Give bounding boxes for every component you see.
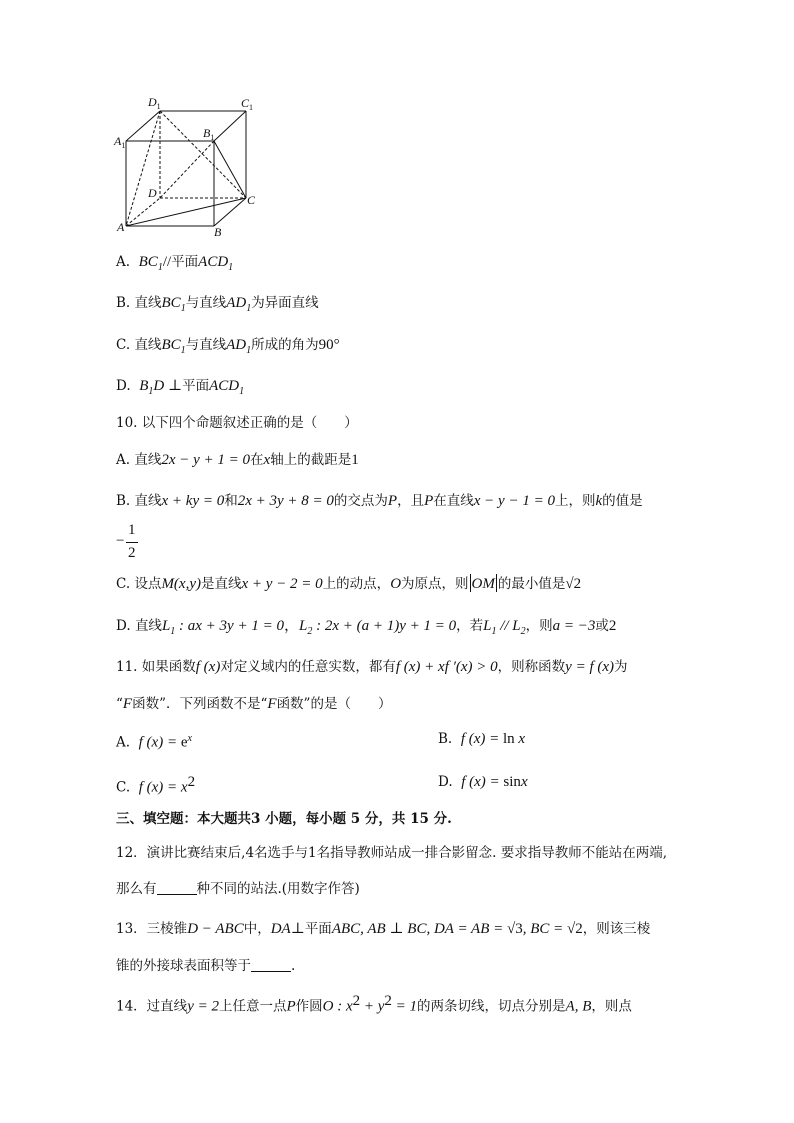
cube-figure (0, 0, 794, 240)
q11-stem-line2: “F函数”．下列函数不是“F函数”的是（ ） (116, 696, 392, 712)
label-b: B (214, 225, 222, 239)
label-d: D (148, 186, 157, 200)
label-d1: $D_1$ (148, 95, 161, 111)
q10-option-d: D. 直线$L_1$ : ax + 3y + 1 = 0，$L_2$ : 2x + (a + 1)y + 1 = 0，若$L_1 // L_2$，则a = −3或2 (116, 618, 617, 637)
label-a: A (117, 220, 125, 234)
q14-line1: 14．过直线y = 2上任意一点P作圆O : $x^2 + y^2 = 1$的两条切线，切点分别是A, B，则点 (116, 993, 632, 1015)
q13-line1: 13．三棱锥D − ABC中，DA⊥平面ABC, AB ⊥ BC, DA = AB = √3, BC = √2，则该三棱 (116, 921, 651, 937)
q11-option-b: B. f (x) = ln x (438, 731, 526, 747)
label-a1: $A_1$ (114, 134, 126, 150)
q10-option-b: B. 直线x + ky = 0和2x + 3y + 8 = 0的交点为P，且P在直线x − y − 1 = 0上，则k的值是 (116, 493, 643, 509)
q11-option-d: D. f (x) = sinx (438, 774, 528, 790)
q9-option-c: C. 直线$BC_1$与直线$AD_1$所成的角为90° (116, 337, 340, 356)
q12-line2: 那么有 种不同的站法.(用数字作答) (116, 881, 360, 897)
q10-option-a: A. 直线2x − y + 1 = 0在x轴上的截距是1 (116, 452, 359, 468)
label-c1: $C_1$ (241, 96, 254, 112)
q9-option-a: A. $BC_1//$平面$ACD_1$ (116, 254, 234, 273)
q10-stem: 10. 以下四个命题叙述正确的是（ ） (116, 415, 358, 431)
q13-line2: 锥的外接球表面积等于 . (116, 958, 296, 974)
q11-option-a: A. f $(x) = e^x$ (116, 733, 192, 751)
q11-stem-line1: 11. 如果函数f (x)对定义域内的任意实数，都有f (x) + xf ′(x) > 0，则称函数y = f (x)为 (116, 659, 628, 675)
q11-option-c: C. f $(x) = x^2$ (116, 774, 196, 796)
q12-answer-blank[interactable] (157, 881, 197, 895)
section-3-heading: 三、填空题：本大题共3 小题，每小题 5 分，共 15 分. (116, 811, 452, 827)
label-c: C (247, 193, 256, 207)
q10-option-c: C. 设点M(x,y)是直线x + y − 2 = 0上的动点，O为原点，则 OM 的最小值是√2 (116, 576, 582, 592)
q9-option-d: D. $B_1D$ ⊥平面$ACD_1$ (116, 378, 245, 397)
q12-line1: 12．演讲比赛结束后,4名选手与1名指导教师站成一排合影留念. 要求指导教师不能站在两端, (116, 845, 668, 861)
label-b1: $B_1$ (203, 126, 215, 142)
q13-answer-blank[interactable] (251, 958, 291, 972)
q9-option-b: B. 直线$BC_1$与直线$AD_1$为异面直线 (116, 295, 319, 314)
